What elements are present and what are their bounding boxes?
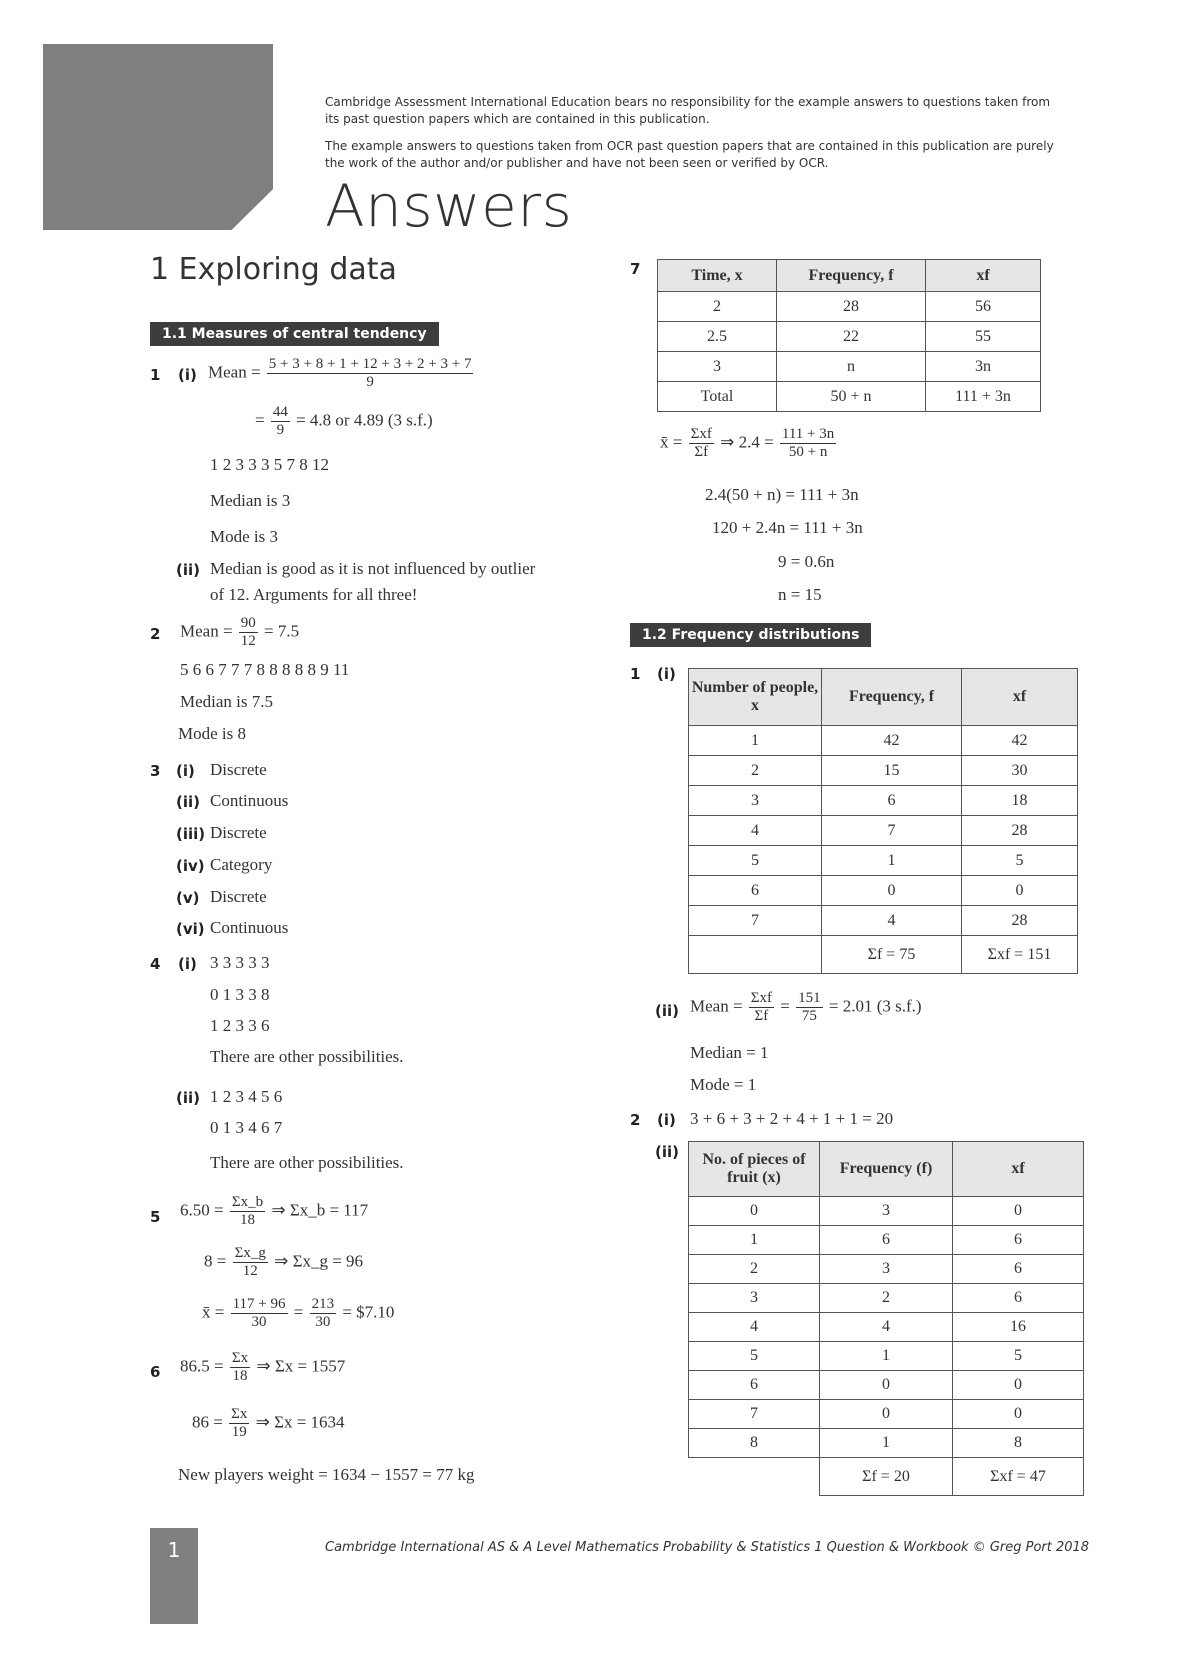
table-cell: 55 <box>926 322 1041 352</box>
denominator: 30 <box>315 1314 331 1330</box>
rhs: = 2.01 (3 s.f.) <box>828 996 922 1016</box>
table-cell: 0 <box>689 1197 820 1226</box>
table-row <box>689 816 1078 846</box>
table-cell: 6 <box>953 1284 1084 1313</box>
table-cell: Total <box>658 382 777 412</box>
table-cell: 5 <box>689 846 822 876</box>
fraction <box>229 1406 249 1441</box>
table-cell: 7 <box>689 906 822 936</box>
result-text: = 4.8 or 4.89 (3 s.f.) <box>296 410 433 430</box>
part-label: (i) <box>657 1111 676 1129</box>
part-label: (i) <box>657 665 676 683</box>
numerator: Σx_g <box>234 1245 266 1261</box>
numerator: 117 + 96 <box>232 1296 286 1312</box>
footer-citation: Cambridge International AS & A Level Mathematics Probability & Statistics 1 Question & Workbook © Greg Port 2018 <box>325 1540 1090 1555</box>
page-number: 1 <box>167 1538 181 1562</box>
fraction <box>780 426 836 461</box>
table-row <box>689 1400 1084 1429</box>
fraction <box>689 426 714 461</box>
table-cell: 0 <box>962 876 1078 906</box>
disclaimer-cambridge: Cambridge Assessment International Education bears no responsibility for the example answers to questions taken from its past question papers which are contained in this publication. <box>325 95 1051 126</box>
table-cell: 7 <box>689 1400 820 1429</box>
q1-result-line <box>255 404 433 439</box>
q3-answer: Discrete <box>210 760 267 779</box>
column-header: Time, x <box>658 260 777 292</box>
result-fraction <box>271 404 290 439</box>
lhs: x̄ = <box>202 1302 225 1322</box>
fq2-table <box>688 1141 1084 1496</box>
table-cell: 6 <box>689 876 822 906</box>
q6-line2 <box>192 1406 345 1441</box>
part-label: (ii) <box>176 1089 200 1107</box>
fq1-table <box>688 668 1078 974</box>
table-cell: 7 <box>822 816 962 846</box>
table-cell: 28 <box>962 906 1078 936</box>
question-number: 1 <box>630 665 641 683</box>
table-row <box>689 846 1078 876</box>
q7-line3: 120 + 2.4n = 111 + 3n <box>712 518 863 537</box>
lhs: Mean = <box>690 996 743 1016</box>
q2-mode: Mode is 8 <box>178 724 246 743</box>
table-cell: 6 <box>820 1226 953 1255</box>
fq1-mode: Mode = 1 <box>690 1075 757 1094</box>
column-header: No. of pieces of fruit (x) <box>689 1142 820 1197</box>
table-cell: 8 <box>689 1429 820 1458</box>
fraction <box>749 990 774 1025</box>
table-row <box>689 1255 1084 1284</box>
table-cell: 4 <box>822 906 962 936</box>
equals-sign: = <box>255 410 265 430</box>
numerator: 90 <box>240 615 256 631</box>
numerator: Σx <box>231 1406 248 1422</box>
table-cell: 6 <box>953 1226 1084 1255</box>
q3-answer: Continuous <box>210 918 289 937</box>
q3-answer: Category <box>210 855 273 874</box>
table-cell: 3n <box>926 352 1041 382</box>
table-cell: 0 <box>820 1400 953 1429</box>
table-cell: 42 <box>822 726 962 756</box>
question-number: 1 <box>150 366 161 384</box>
table-cell: 22 <box>777 322 926 352</box>
denominator: 18 <box>232 1368 248 1384</box>
table-cell: Σf = 75 <box>822 936 962 974</box>
implies: ⇒ 2.4 = <box>720 432 774 452</box>
chapter-title: 1 Exploring data <box>150 252 397 287</box>
q7-line1 <box>660 426 838 461</box>
fraction <box>230 1350 250 1385</box>
table-cell: 6 <box>822 786 962 816</box>
table-row <box>658 382 1041 412</box>
rhs: ⇒ Σx_g = 96 <box>274 1251 364 1271</box>
result-text: = 7.5 <box>264 621 300 641</box>
corner-decoration <box>43 44 273 230</box>
table-row <box>689 1284 1084 1313</box>
lhs: 6.50 = <box>180 1200 224 1220</box>
table-cell: 2 <box>689 1255 820 1284</box>
q2-ordered-data: 5 6 6 7 7 7 8 8 8 8 8 9 11 <box>180 660 350 679</box>
table-cell: 42 <box>962 726 1078 756</box>
question-number: 6 <box>150 1363 161 1381</box>
table-cell: Σf = 20 <box>820 1458 953 1496</box>
table-cell: 0 <box>953 1400 1084 1429</box>
q1-ii-line2: of 12. Arguments for all three! <box>210 585 418 604</box>
table-header-row <box>689 1142 1084 1197</box>
table-cell: 18 <box>962 786 1078 816</box>
column-header: xf <box>953 1142 1084 1197</box>
lhs: x̄ = <box>660 432 683 452</box>
part-label: (iii) <box>176 825 206 843</box>
lhs: 8 = <box>204 1251 227 1271</box>
table-row <box>689 1313 1084 1342</box>
part-label: (ii) <box>176 561 200 579</box>
table-cell: 16 <box>953 1313 1084 1342</box>
fq2-sum: 3 + 6 + 3 + 2 + 4 + 1 + 1 = 20 <box>690 1109 894 1128</box>
table-cell: n <box>777 352 926 382</box>
table-cell: 2.5 <box>658 322 777 352</box>
table-cell: 3 <box>820 1197 953 1226</box>
q2-mean-line <box>180 615 299 650</box>
denominator: 50 + n <box>788 444 828 460</box>
rhs: = $7.10 <box>342 1302 395 1322</box>
denominator: Σf <box>694 444 709 460</box>
numerator: 5 + 3 + 8 + 1 + 12 + 3 + 2 + 3 + 7 <box>268 356 472 372</box>
numerator: 213 <box>311 1296 335 1312</box>
q2-median: Median is 7.5 <box>180 692 274 711</box>
fraction <box>310 1296 337 1331</box>
table-row <box>689 906 1078 936</box>
numerator: 44 <box>272 404 288 420</box>
rhs: ⇒ Σx = 1634 <box>255 1412 345 1432</box>
table-total-row <box>689 936 1078 974</box>
denominator: 30 <box>251 1314 267 1330</box>
equals-sign: = <box>293 1302 304 1322</box>
mean-fraction <box>267 356 474 391</box>
column-header: Frequency (f) <box>820 1142 953 1197</box>
table-cell <box>689 1458 820 1496</box>
q5-line2 <box>204 1245 363 1280</box>
denominator: 12 <box>240 633 256 649</box>
denominator: 75 <box>801 1008 817 1024</box>
table-cell: 3 <box>820 1255 953 1284</box>
question-number: 2 <box>630 1111 641 1129</box>
equals-sign: = <box>780 996 790 1016</box>
rhs: ⇒ Σx_b = 117 <box>271 1200 369 1220</box>
table-cell: 1 <box>689 1226 820 1255</box>
part-label: (i) <box>176 762 195 780</box>
table-cell: 5 <box>953 1342 1084 1371</box>
denominator: 9 <box>366 374 374 390</box>
table-cell: Σxf = 47 <box>953 1458 1084 1496</box>
table-cell: 2 <box>658 292 777 322</box>
table-cell: 1 <box>689 726 822 756</box>
column-header: xf <box>926 260 1041 292</box>
column-header: xf <box>962 669 1078 726</box>
mean-label: Mean = <box>180 621 233 641</box>
table-row <box>689 726 1078 756</box>
mean-fraction <box>239 615 258 650</box>
table-cell: 3 <box>658 352 777 382</box>
table-cell: 28 <box>777 292 926 322</box>
disclaimer-ocr: The example answers to questions taken from OCR past question papers that are contained in this publication are purely the work of the author and/or publisher and have not been seen or verified by OCR. <box>325 139 1054 170</box>
table-cell: 6 <box>689 1371 820 1400</box>
table-row <box>689 756 1078 786</box>
table-cell: 3 <box>689 786 822 816</box>
q1-ordered-data: 1 2 3 3 3 5 7 8 12 <box>210 455 329 474</box>
table-cell: 5 <box>689 1342 820 1371</box>
part-label: (vi) <box>176 920 205 938</box>
column-header: Frequency, f <box>777 260 926 292</box>
q4-i-note: There are other possibilities. <box>210 1047 404 1066</box>
question-number: 5 <box>150 1208 161 1226</box>
table-cell: 2 <box>689 756 822 786</box>
denominator: 19 <box>231 1424 247 1440</box>
table-header-row <box>658 260 1041 292</box>
q4-ii-row: 1 2 3 4 5 6 <box>210 1087 283 1106</box>
part-label: (v) <box>176 889 200 907</box>
column-header: Number of people, x <box>689 669 822 726</box>
table-cell: 4 <box>689 1313 820 1342</box>
part-label: (i) <box>178 366 197 384</box>
q7-table <box>657 259 1041 412</box>
page-title: Answers <box>325 172 573 240</box>
table-cell: 2 <box>820 1284 953 1313</box>
section-heading-1-1: 1.1 Measures of central tendency <box>150 322 439 346</box>
lhs: 86 = <box>192 1412 223 1432</box>
table-cell: 0 <box>953 1371 1084 1400</box>
lhs: 86.5 = <box>180 1356 224 1376</box>
table-cell: 56 <box>926 292 1041 322</box>
table-cell: 8 <box>953 1429 1084 1458</box>
q4-i-row: 1 2 3 3 6 <box>210 1016 270 1035</box>
q1-mean-line <box>208 356 475 391</box>
part-label: (i) <box>178 955 197 973</box>
q3-answer: Continuous <box>210 791 289 810</box>
q7-line2: 2.4(50 + n) = 111 + 3n <box>705 485 859 504</box>
question-number: 7 <box>630 260 641 278</box>
denominator: 18 <box>239 1212 255 1228</box>
part-label: (ii) <box>655 1002 679 1020</box>
q1-median: Median is 3 <box>210 491 291 510</box>
q4-i-row: 3 3 3 3 3 <box>210 953 270 972</box>
denominator: 12 <box>242 1263 258 1279</box>
rhs: ⇒ Σx = 1557 <box>256 1356 346 1376</box>
q7-line5: n = 15 <box>778 585 822 604</box>
q1-ii-line1: Median is good as it is not influenced by outlier <box>210 559 536 578</box>
q6-line1 <box>180 1350 345 1385</box>
column-header: Frequency, f <box>822 669 962 726</box>
denominator: 9 <box>276 422 285 438</box>
part-label: (iv) <box>176 857 205 875</box>
table-header-row <box>689 669 1078 726</box>
table-cell: 1 <box>820 1429 953 1458</box>
numerator: Σxf <box>690 426 712 442</box>
table-cell: 5 <box>962 846 1078 876</box>
section-heading-1-2: 1.2 Frequency distributions <box>630 623 871 647</box>
table-row <box>689 1429 1084 1458</box>
fraction <box>233 1245 268 1280</box>
question-number: 4 <box>150 955 161 973</box>
table-cell: 3 <box>689 1284 820 1313</box>
q5-line1 <box>180 1194 368 1229</box>
table-row <box>658 352 1041 382</box>
table-cell: 4 <box>689 816 822 846</box>
numerator: Σxf <box>750 990 773 1006</box>
table-row <box>689 1197 1084 1226</box>
q3-answer: Discrete <box>210 887 267 906</box>
fq1-median: Median = 1 <box>690 1043 769 1062</box>
numerator: Σx <box>231 1350 249 1366</box>
question-number: 2 <box>150 625 161 643</box>
fraction <box>796 990 823 1025</box>
table-row <box>689 1226 1084 1255</box>
q5-line3 <box>202 1296 394 1331</box>
part-label: (ii) <box>176 793 200 811</box>
table-cell: Σxf = 151 <box>962 936 1078 974</box>
table-cell: 111 + 3n <box>926 382 1041 412</box>
table-total-row <box>689 1458 1084 1496</box>
table-cell: 6 <box>953 1255 1084 1284</box>
part-label: (ii) <box>655 1143 679 1161</box>
q1-mode: Mode is 3 <box>210 527 278 546</box>
denominator: Σf <box>754 1008 769 1024</box>
table-row <box>689 876 1078 906</box>
numerator: Σx_b <box>231 1194 264 1210</box>
table-cell: 1 <box>820 1342 953 1371</box>
q4-ii-note: There are other possibilities. <box>210 1153 404 1172</box>
table-cell: 4 <box>820 1313 953 1342</box>
table-row <box>658 322 1041 352</box>
mean-label: Mean = <box>208 362 261 382</box>
table-cell: 1 <box>822 846 962 876</box>
numerator: 111 + 3n <box>781 426 835 442</box>
table-cell: 0 <box>953 1197 1084 1226</box>
table-cell: 50 + n <box>777 382 926 412</box>
table-row <box>658 292 1041 322</box>
table-cell: 15 <box>822 756 962 786</box>
table-row <box>689 786 1078 816</box>
fraction <box>231 1296 288 1331</box>
table-row <box>689 1371 1084 1400</box>
numerator: 151 <box>798 990 821 1006</box>
fq1-mean-line <box>690 990 922 1025</box>
q3-answer: Discrete <box>210 823 267 842</box>
question-number: 3 <box>150 762 161 780</box>
q4-i-row: 0 1 3 3 8 <box>210 985 270 1004</box>
table-cell <box>689 936 822 974</box>
q4-ii-row: 0 1 3 4 6 7 <box>210 1118 283 1137</box>
table-cell: 30 <box>962 756 1078 786</box>
table-cell: 28 <box>962 816 1078 846</box>
q6-line3: New players weight = 1634 − 1557 = 77 kg <box>178 1465 475 1484</box>
table-cell: 0 <box>822 876 962 906</box>
table-cell: 0 <box>820 1371 953 1400</box>
table-row <box>689 1342 1084 1371</box>
fraction <box>230 1194 265 1229</box>
q7-line4: 9 = 0.6n <box>778 552 835 571</box>
